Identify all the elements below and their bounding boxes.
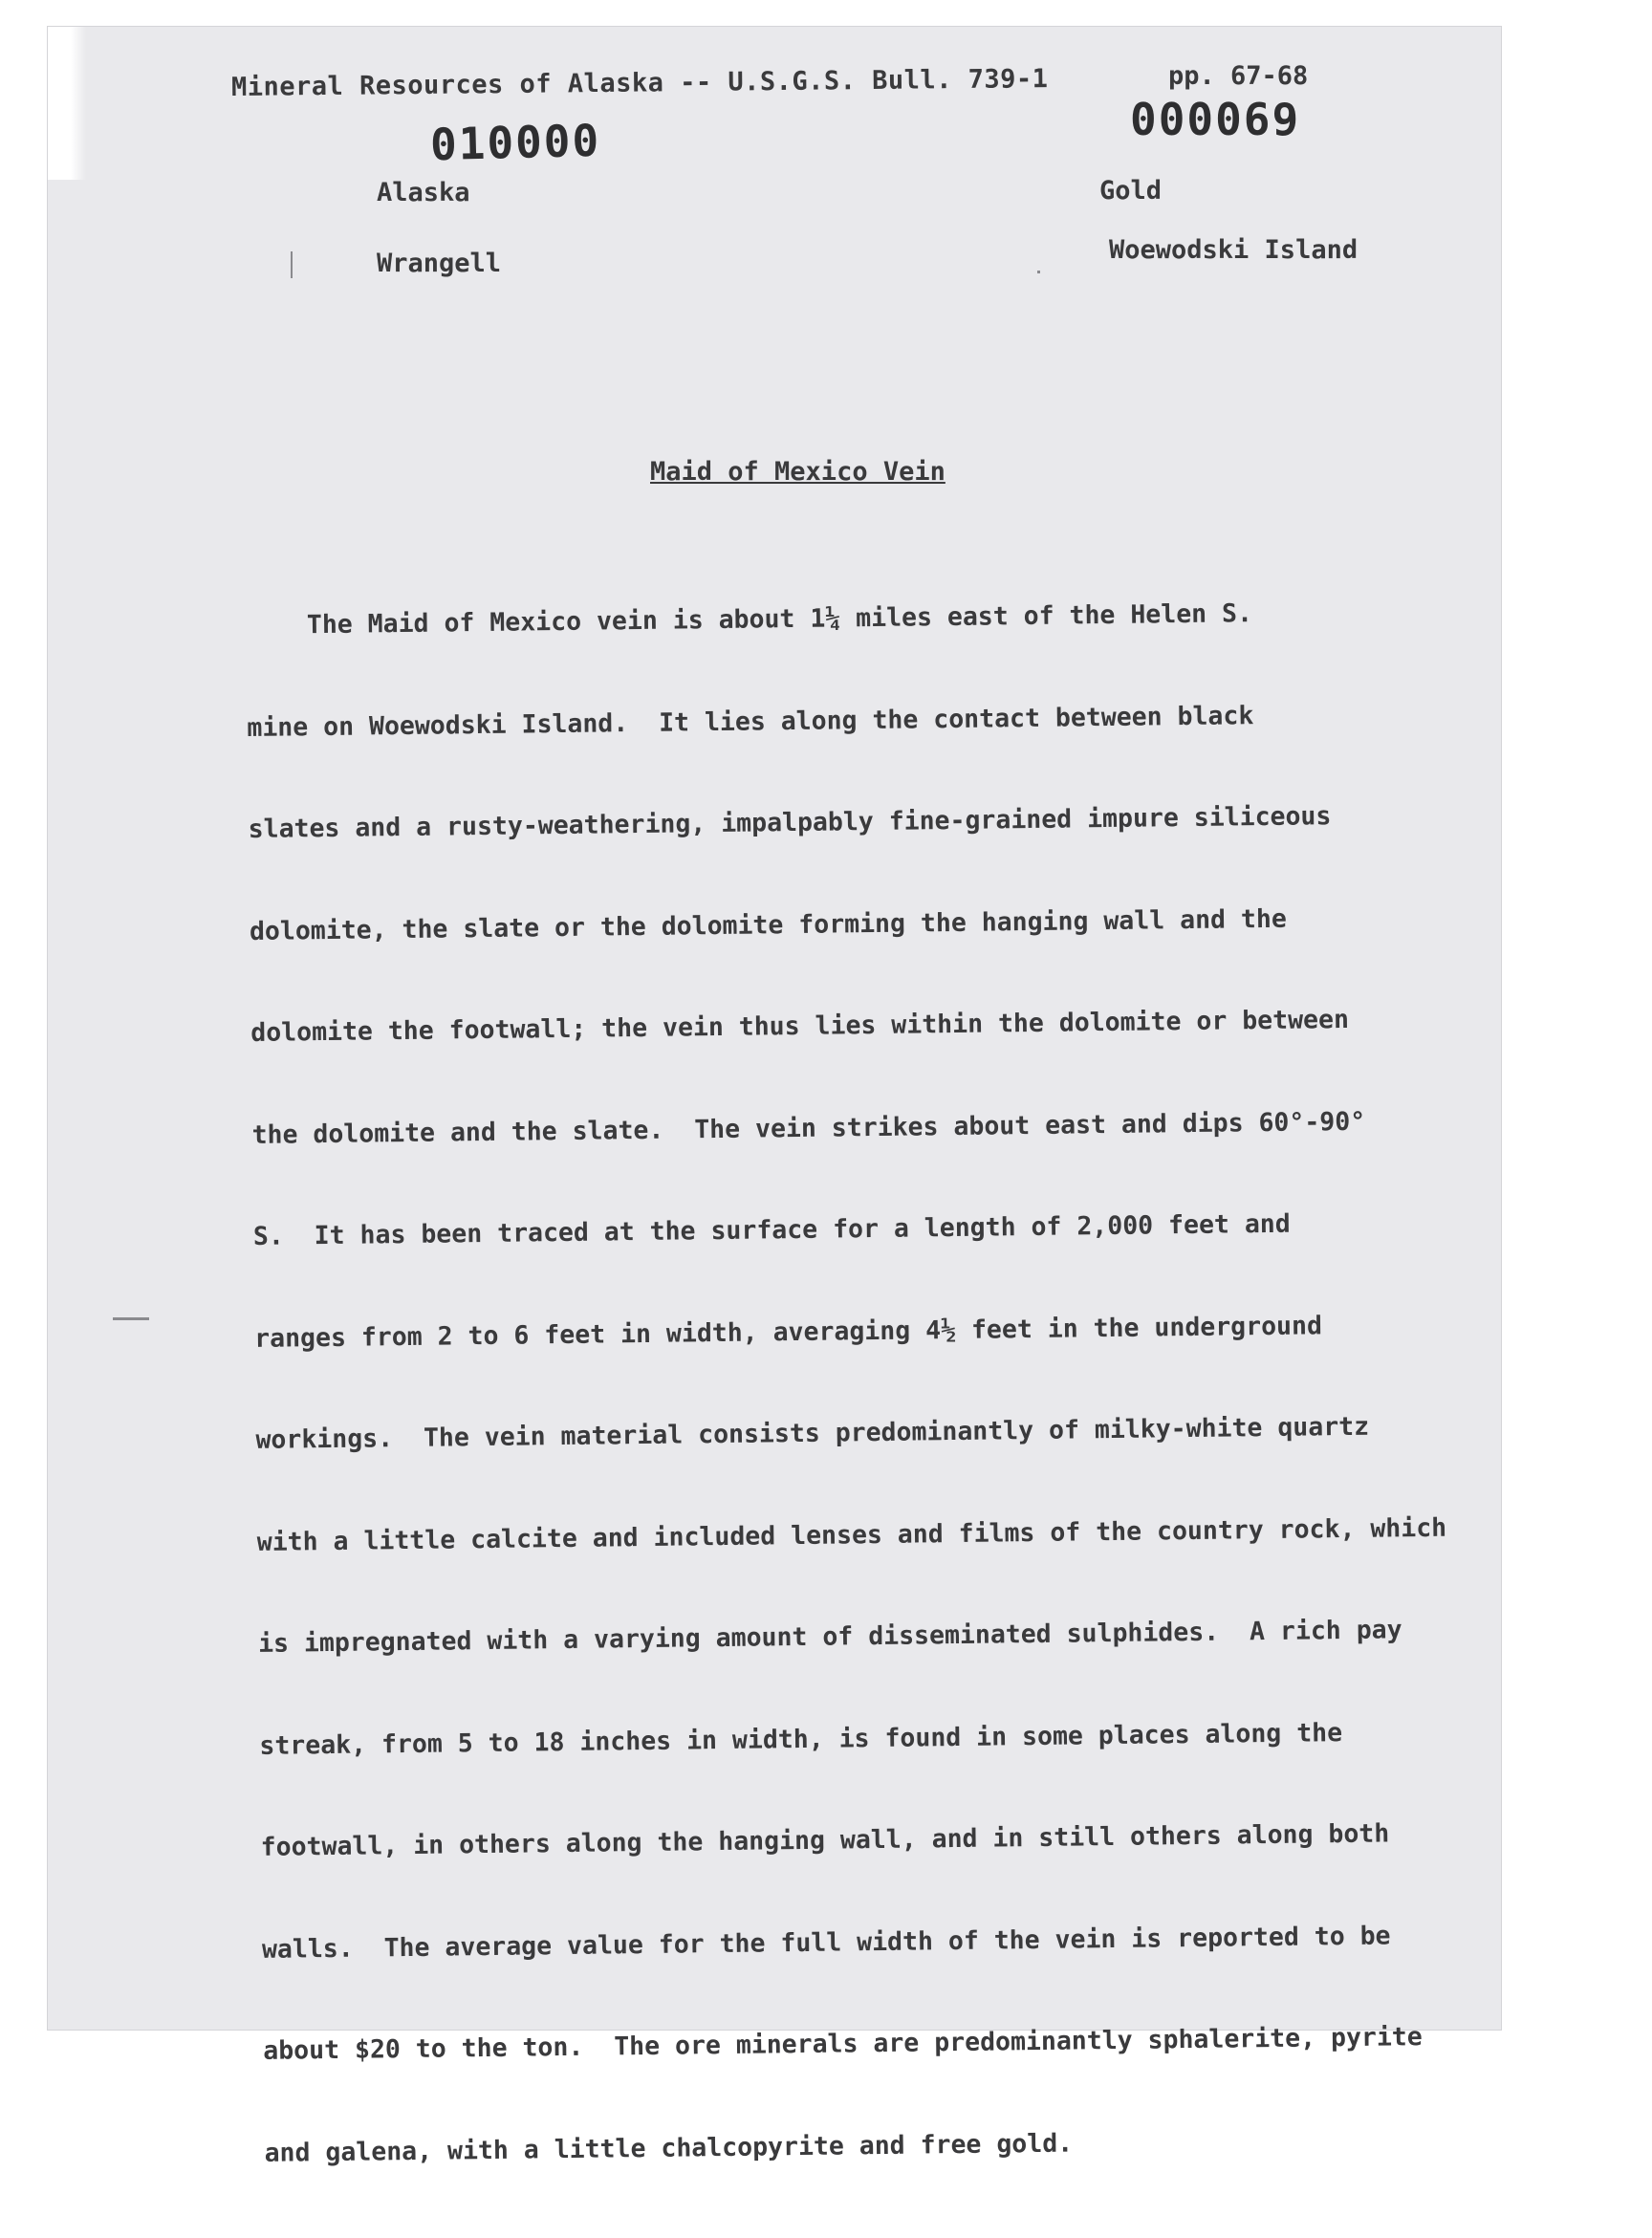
body-line: with a little calcite and included lenses and films of the country rock, which [256,1512,1447,1557]
body-line: dolomite, the slate or the dolomite forming the hanging wall and the [249,903,1287,946]
state-label: Alaska [377,178,470,207]
body-line: ranges from 2 to 6 feet in width, averaging 4½ feet in the underground [253,1310,1323,1354]
stamp-number-left: 010000 [429,114,601,171]
page-reference: pp. 67-68 [1168,61,1309,91]
body-line: The Maid of Mexico vein is about 1¼ miles east of the Helen S. [245,598,1253,641]
body-line: dolomite the footwall; the vein thus lies within the dolomite or between [250,1004,1350,1048]
body-line: workings. The vein material consists predominantly of milky-white quartz [255,1411,1370,1455]
body-line: slates and a rusty-weathering, impalpably fine-grained impure siliceous [248,801,1332,844]
body-line: S. It has been traced at the surface for a length of 2,000 feet and [252,1208,1291,1251]
body-paragraph [245,526,1499,2238]
body-line: mine on Woewodski Island. It lies along the contact between black [247,700,1254,743]
body-line: and galena, with a little chalcopyrite and free gold. [264,2128,1074,2168]
body-line: walls. The average value for the full width of the vein is reported to be [261,1920,1391,1965]
source-reference: Mineral Resources of Alaska -- U.S.G.S. Bull. 739-1 [230,64,1049,102]
body-line: about $20 to the ton. The ore minerals are predominantly sphalerite, pyrite [263,2022,1423,2066]
margin-mark [1037,271,1040,273]
body-line: streak, from 5 to 18 inches in width, is found in some places along the [259,1717,1343,1761]
document-page [48,27,1501,2168]
stamp-number-right: 000069 [1130,94,1301,145]
document-title: Maid of Mexico Vein [650,457,946,487]
body-line: is impregnated with a varying amount of disseminated sulphides. A rich pay [257,1615,1402,1659]
torn-corner [48,27,86,180]
margin-mark [291,251,293,278]
district-label: Wrangell [377,249,502,278]
locality-label: Woewodski Island [1109,235,1359,265]
margin-mark [113,1317,149,1320]
commodity-label: Gold [1099,176,1163,206]
body-line: the dolomite and the slate. The vein strikes about east and dips 60°-90° [251,1106,1366,1150]
body-line: footwall, in others along the hanging wall, and in still others along both [260,1818,1390,1862]
